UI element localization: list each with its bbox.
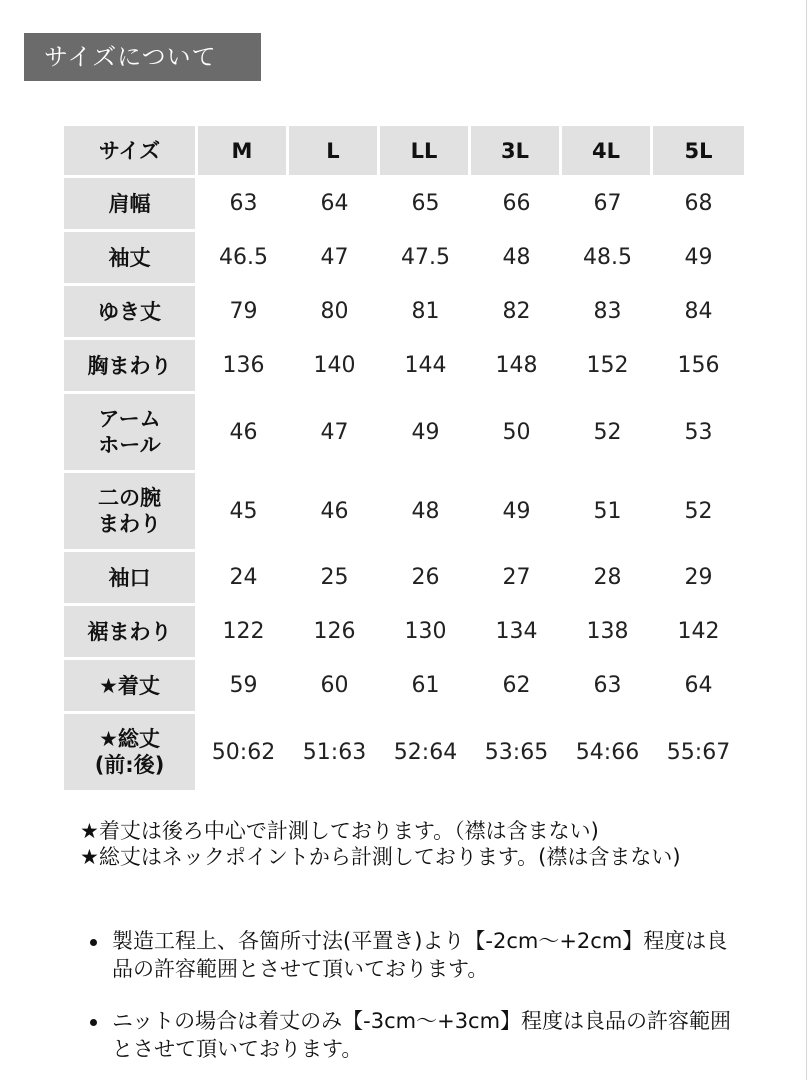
row-label-line: 袖口 xyxy=(108,565,151,590)
table-row xyxy=(64,286,744,340)
table-row xyxy=(64,714,744,793)
row-label-line: 二の腕 xyxy=(98,486,161,510)
size-value-cell: 28 xyxy=(562,552,653,606)
size-value-cell: 64 xyxy=(653,660,744,714)
row-label-line: ゆき丈 xyxy=(98,299,161,324)
size-value-cell: 47.5 xyxy=(380,232,471,286)
row-label xyxy=(64,660,198,714)
bullet-icon xyxy=(90,1019,97,1026)
size-value-cell: 80 xyxy=(289,286,380,340)
size-value-cell: 27 xyxy=(471,552,562,606)
page-edge-divider xyxy=(806,0,807,1080)
size-value-cell: 126 xyxy=(289,606,380,660)
size-value-cell: 148 xyxy=(471,340,562,394)
size-value-cell: 65 xyxy=(380,178,471,232)
size-value-cell: 25 xyxy=(289,552,380,606)
size-value-cell: 63 xyxy=(198,178,289,232)
size-value-cell: 60 xyxy=(289,660,380,714)
size-value-cell: 26 xyxy=(380,552,471,606)
size-value-cell: 63 xyxy=(562,660,653,714)
row-label xyxy=(64,552,198,606)
size-value-cell: 62 xyxy=(471,660,562,714)
size-value-cell: 68 xyxy=(653,178,744,232)
size-header-5l: 5L xyxy=(653,126,744,178)
size-value-cell: 52:64 xyxy=(380,714,471,793)
size-value-cell: 82 xyxy=(471,286,562,340)
table-row xyxy=(64,606,744,660)
size-value-cell: 66 xyxy=(471,178,562,232)
size-value-cell: 81 xyxy=(380,286,471,340)
table-body xyxy=(64,178,744,793)
table-row xyxy=(64,178,744,232)
size-value-cell: 61 xyxy=(380,660,471,714)
size-value-cell: 59 xyxy=(198,660,289,714)
size-value-cell: 51 xyxy=(562,473,653,552)
size-value-cell: 140 xyxy=(289,340,380,394)
size-value-cell: 54:66 xyxy=(562,714,653,793)
row-label xyxy=(64,714,198,793)
size-value-cell: 51:63 xyxy=(289,714,380,793)
row-label-line: アーム xyxy=(98,407,161,431)
size-value-cell: 50:62 xyxy=(198,714,289,793)
bullet-icon xyxy=(90,939,97,946)
size-value-cell: 45 xyxy=(198,473,289,552)
size-value-cell: 122 xyxy=(198,606,289,660)
size-value-cell: 134 xyxy=(471,606,562,660)
table-row xyxy=(64,660,744,714)
row-label xyxy=(64,606,198,660)
row-label-line: (前:後) xyxy=(94,753,165,777)
row-label-line: ★総丈 xyxy=(99,727,160,751)
table-row xyxy=(64,552,744,606)
size-value-cell: 46.5 xyxy=(198,232,289,286)
size-value-cell: 130 xyxy=(380,606,471,660)
size-value-cell: 47 xyxy=(289,394,380,473)
row-label-line: まわり xyxy=(98,512,161,536)
size-value-cell: 138 xyxy=(562,606,653,660)
size-value-cell: 24 xyxy=(198,552,289,606)
tolerance-note-general: 製造工程上、各箇所寸法(平置き)より【-2cm～+2cm】程度は良品の許容範囲とさせて頂いております。 xyxy=(112,929,728,981)
table-row xyxy=(64,394,744,473)
list-item xyxy=(88,1007,738,1063)
size-value-cell: 83 xyxy=(562,286,653,340)
size-header-4l: 4L xyxy=(562,126,653,178)
size-header-3l: 3L xyxy=(471,126,562,178)
table-row xyxy=(64,340,744,394)
row-label xyxy=(64,286,198,340)
size-value-cell: 46 xyxy=(289,473,380,552)
row-label-line: ★着丈 xyxy=(99,673,160,698)
row-label-line: ホール xyxy=(98,433,161,457)
size-value-cell: 48 xyxy=(471,232,562,286)
size-value-cell: 48.5 xyxy=(562,232,653,286)
table-row xyxy=(64,232,744,286)
row-label xyxy=(64,394,198,473)
note-length: ★着丈は後ろ中心で計測しております。（襟は含まない) xyxy=(80,819,599,843)
size-value-cell: 53 xyxy=(653,394,744,473)
size-value-cell: 48 xyxy=(380,473,471,552)
tolerance-notes xyxy=(88,927,738,1063)
size-value-cell: 49 xyxy=(471,473,562,552)
size-value-cell: 142 xyxy=(653,606,744,660)
row-label-line: 胸まわり xyxy=(87,353,172,378)
size-value-cell: 79 xyxy=(198,286,289,340)
size-value-cell: 55:67 xyxy=(653,714,744,793)
table-row xyxy=(64,473,744,552)
size-value-cell: 136 xyxy=(198,340,289,394)
section-title: サイズについて xyxy=(24,33,261,81)
size-header-l: L xyxy=(289,126,380,178)
size-value-cell: 67 xyxy=(562,178,653,232)
size-value-cell: 84 xyxy=(653,286,744,340)
size-value-cell: 156 xyxy=(653,340,744,394)
size-column-header: サイズ xyxy=(64,126,198,178)
row-label xyxy=(64,340,198,394)
row-label-line: 袖丈 xyxy=(108,245,151,270)
size-header-m: M xyxy=(198,126,289,178)
size-value-cell: 152 xyxy=(562,340,653,394)
size-value-cell: 47 xyxy=(289,232,380,286)
size-value-cell: 49 xyxy=(380,394,471,473)
size-chart-table xyxy=(64,126,744,793)
table-header-row xyxy=(64,126,744,178)
row-label-line: 裾まわり xyxy=(87,619,172,644)
tolerance-note-knit: ニットの場合は着丈のみ【-3cm～+3cm】程度は良品の許容範囲とさせて頂いております。 xyxy=(112,1009,732,1061)
size-value-cell: 144 xyxy=(380,340,471,394)
size-header-ll: LL xyxy=(380,126,471,178)
size-value-cell: 64 xyxy=(289,178,380,232)
size-value-cell: 49 xyxy=(653,232,744,286)
row-label-line: 肩幅 xyxy=(108,191,151,216)
list-item xyxy=(88,927,738,983)
note-total-length: ★総丈はネックポイントから計測しております。(襟は含まない) xyxy=(80,845,681,869)
row-label xyxy=(64,232,198,286)
size-value-cell: 50 xyxy=(471,394,562,473)
row-label xyxy=(64,473,198,552)
size-value-cell: 52 xyxy=(653,473,744,552)
size-value-cell: 53:65 xyxy=(471,714,562,793)
row-label xyxy=(64,178,198,232)
size-value-cell: 52 xyxy=(562,394,653,473)
measurement-notes xyxy=(80,818,740,870)
size-value-cell: 29 xyxy=(653,552,744,606)
size-value-cell: 46 xyxy=(198,394,289,473)
